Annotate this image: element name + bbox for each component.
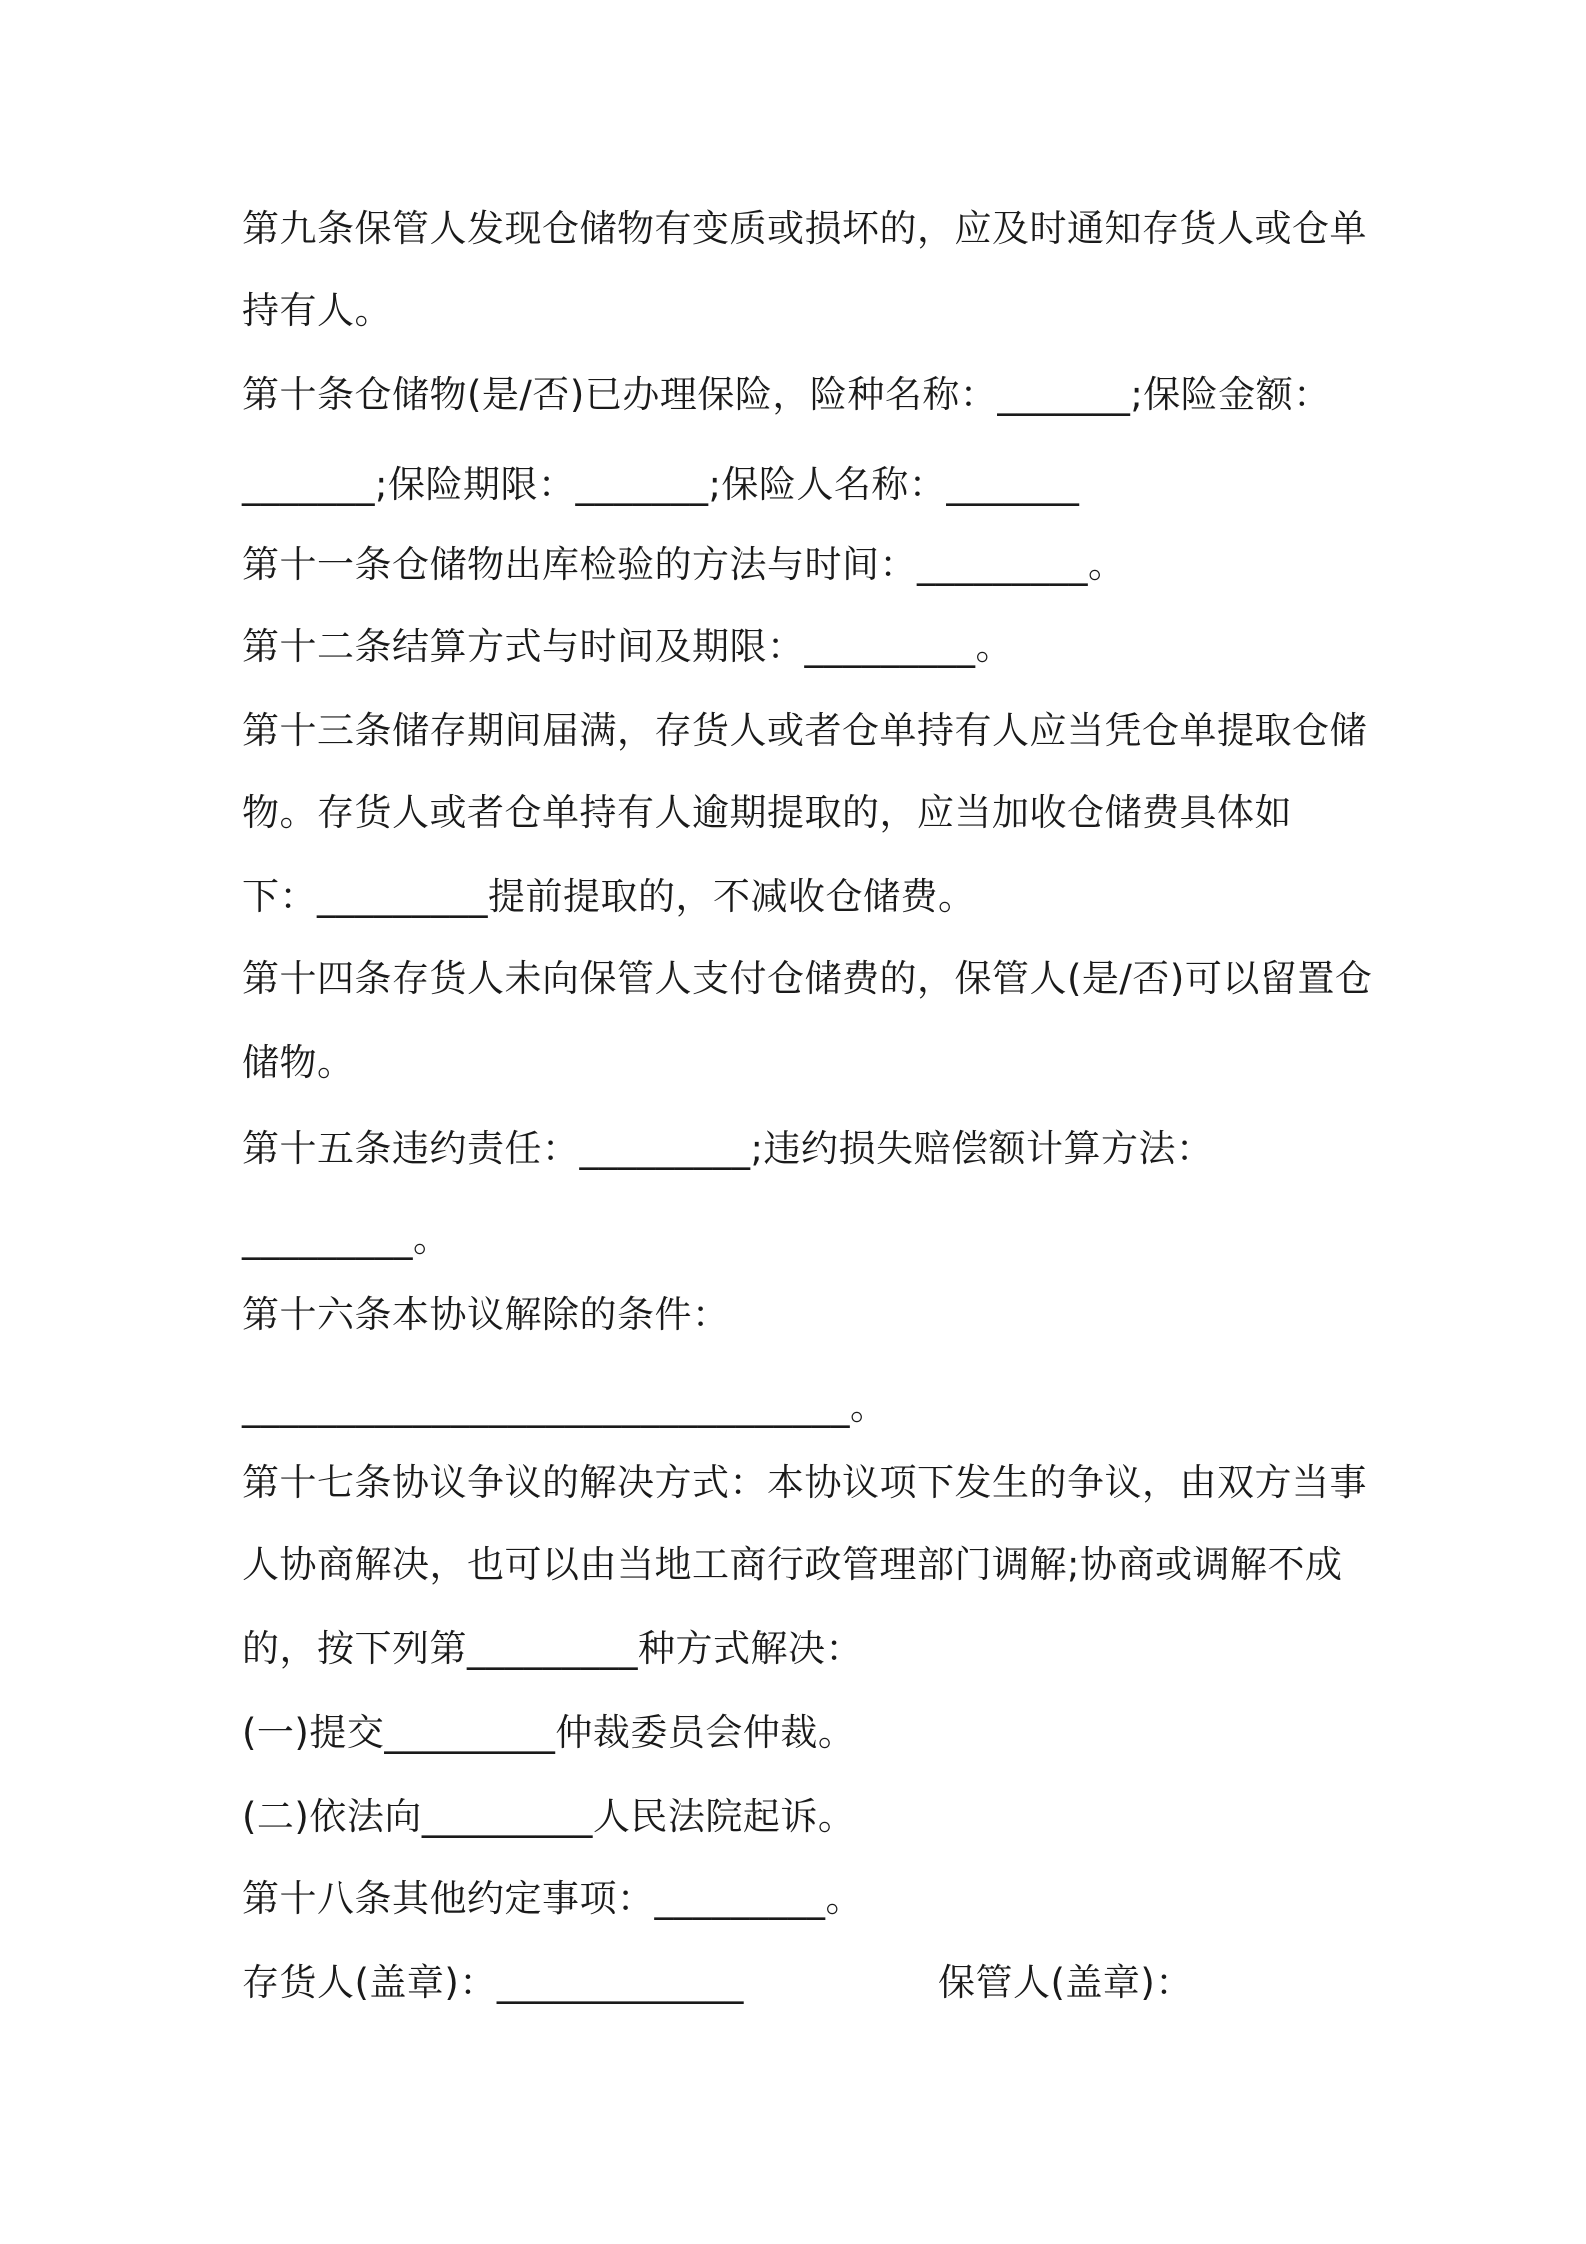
article-16-line-2: ________________________________。 [242,1385,888,1428]
signature-depositor: 存货人(盖章)：_____________ [242,1961,744,2004]
article-13-line-1: 第十三条储存期间届满，存货人或者仓单持有人应当凭仓单提取仓储 [242,709,1367,752]
article-17-line-2: 人协商解决，也可以由当地工商行政管理部门调解;协商或调解不成 [242,1543,1343,1586]
article-17-option-2: (二)依法向_________人民法院起诉。 [242,1795,856,1838]
article-17-option-1: (一)提交_________仲裁委员会仲裁。 [242,1711,856,1754]
article-10-line-2: _______;保险期限：_______;保险人名称：_______ [242,463,1080,506]
article-13-line-2: 物。存货人或者仓单持有人逾期提取的，应当加收仓储费具体如 [242,791,1292,834]
article-14-line-2: 储物。 [242,1041,355,1084]
signature-keeper: 保管人(盖章)： [938,1961,1193,2004]
article-15-line-1: 第十五条违约责任：_________;违约损失赔偿额计算方法： [242,1127,1214,1170]
article-10-line-1: 第十条仓储物(是/否)已办理保险，险种名称：_______;保险金额： [242,373,1331,416]
article-11: 第十一条仓储物出库检验的方法与时间：_________。 [242,543,1126,586]
article-13-line-3: 下：_________提前提取的，不减收仓储费。 [242,875,976,918]
article-9-line-2: 持有人。 [242,289,392,332]
article-18: 第十八条其他约定事项：_________。 [242,1877,863,1920]
article-17-line-1: 第十七条协议争议的解决方式：本协议项下发生的争议，由双方当事 [242,1461,1367,1504]
article-14-line-1: 第十四条存货人未向保管人支付仓储费的，保管人(是/否)可以留置仓 [242,957,1373,1000]
article-12: 第十二条结算方式与时间及期限：_________。 [242,625,1013,668]
article-9-line-1: 第九条保管人发现仓储物有变质或损坏的，应及时通知存货人或仓单 [242,207,1367,250]
article-17-line-3: 的，按下列第_________种方式解决： [242,1627,863,1670]
article-16-line-1: 第十六条本协议解除的条件： [242,1293,730,1336]
article-15-line-2: _________。 [242,1217,451,1260]
